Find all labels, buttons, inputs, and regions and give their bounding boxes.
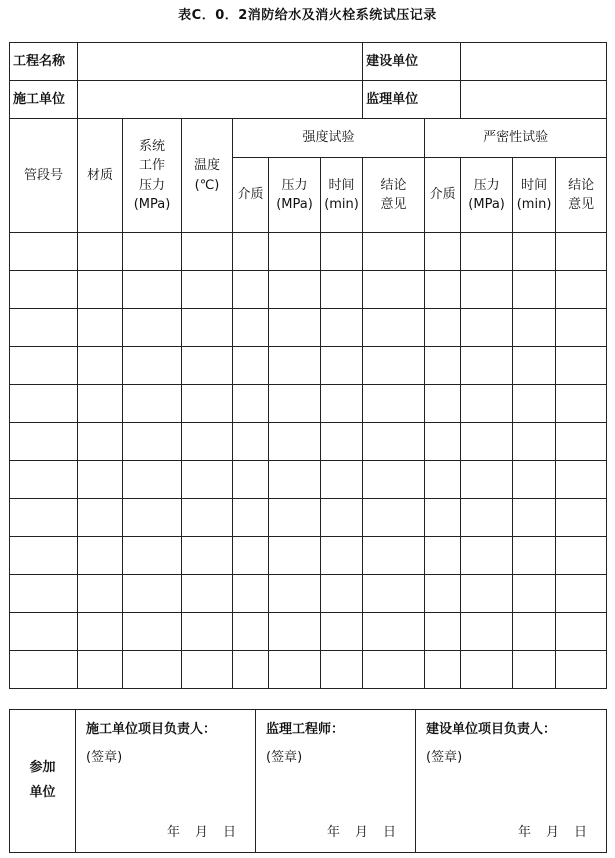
table-cell[interactable]	[123, 613, 182, 651]
table-cell[interactable]	[425, 499, 461, 537]
table-cell[interactable]	[233, 347, 269, 385]
table-cell[interactable]	[513, 309, 556, 347]
table-cell[interactable]	[556, 271, 607, 309]
table-row	[10, 347, 607, 385]
pressure-test-table	[9, 42, 607, 689]
table-cell[interactable]	[425, 651, 461, 689]
table-cell[interactable]	[123, 461, 182, 499]
table-cell[interactable]	[233, 499, 269, 537]
table-cell[interactable]	[182, 347, 233, 385]
table-cell[interactable]	[182, 575, 233, 613]
table-cell[interactable]	[363, 613, 425, 651]
table-cell[interactable]	[10, 537, 78, 575]
table-cell[interactable]	[10, 575, 78, 613]
table-cell[interactable]	[269, 309, 321, 347]
table-row	[10, 423, 607, 461]
builder-sign-cell[interactable]	[416, 710, 607, 853]
table-row	[10, 499, 607, 537]
table-cell[interactable]	[269, 651, 321, 689]
table-cell[interactable]	[269, 461, 321, 499]
table-cell[interactable]	[321, 499, 363, 537]
working-pressure-header: 系统 工作 压力 (MPa)	[123, 119, 182, 233]
table-cell[interactable]	[78, 461, 123, 499]
table-cell[interactable]	[269, 575, 321, 613]
table-cell[interactable]	[10, 233, 78, 271]
date-label: 年 月 日	[326, 825, 397, 840]
table-row	[10, 271, 607, 309]
table-cell[interactable]	[556, 423, 607, 461]
table-cell[interactable]	[513, 271, 556, 309]
table-cell[interactable]	[513, 461, 556, 499]
seal-label: (签章)	[266, 750, 303, 765]
table-cell[interactable]	[425, 271, 461, 309]
date-label: 年 月 日	[517, 825, 588, 840]
table-cell[interactable]	[461, 309, 513, 347]
table-cell[interactable]	[182, 613, 233, 651]
tightness-conclusion-header: 结论 意见	[556, 158, 607, 233]
table-cell[interactable]	[233, 309, 269, 347]
table-cell[interactable]	[321, 461, 363, 499]
table-cell[interactable]	[556, 575, 607, 613]
table-cell[interactable]	[321, 233, 363, 271]
table-row	[10, 613, 607, 651]
table-cell[interactable]	[123, 651, 182, 689]
table-cell[interactable]	[461, 271, 513, 309]
table-cell[interactable]	[363, 423, 425, 461]
supervision-unit-label: 监理单位	[363, 81, 461, 119]
table-cell[interactable]	[461, 613, 513, 651]
table-cell[interactable]	[123, 347, 182, 385]
table-cell[interactable]	[513, 651, 556, 689]
table-cell[interactable]	[182, 271, 233, 309]
table-cell[interactable]	[123, 499, 182, 537]
table-row	[10, 309, 607, 347]
table-cell[interactable]	[10, 385, 78, 423]
table-cell[interactable]	[363, 271, 425, 309]
project-name-field[interactable]	[78, 43, 363, 81]
table-cell[interactable]	[425, 537, 461, 575]
construction-unit-field[interactable]	[78, 81, 363, 119]
table-cell[interactable]	[556, 385, 607, 423]
pipe-section-header: 管段号	[10, 119, 78, 233]
table-cell[interactable]	[363, 233, 425, 271]
table-cell[interactable]	[269, 271, 321, 309]
strength-conclusion-header: 结论 意见	[363, 158, 425, 233]
table-cell[interactable]	[556, 613, 607, 651]
builder-unit-field[interactable]	[461, 43, 607, 81]
strength-medium-header: 介质	[233, 158, 269, 233]
info-row-2	[10, 81, 607, 119]
table-cell[interactable]	[363, 461, 425, 499]
table-cell[interactable]	[233, 461, 269, 499]
table-cell[interactable]	[556, 537, 607, 575]
strength-test-header: 强度试验	[233, 119, 425, 158]
table-cell[interactable]	[321, 575, 363, 613]
table-cell[interactable]	[269, 347, 321, 385]
table-cell[interactable]	[182, 461, 233, 499]
table-cell[interactable]	[461, 461, 513, 499]
table-cell[interactable]	[10, 423, 78, 461]
table-cell[interactable]	[425, 613, 461, 651]
table-cell[interactable]	[123, 385, 182, 423]
table-cell[interactable]	[123, 423, 182, 461]
strength-pressure-header: 压力 (MPa)	[269, 158, 321, 233]
table-cell[interactable]	[556, 233, 607, 271]
table-cell[interactable]	[78, 233, 123, 271]
table-cell[interactable]	[513, 385, 556, 423]
table-cell[interactable]	[425, 233, 461, 271]
table-cell[interactable]	[321, 309, 363, 347]
table-cell[interactable]	[10, 613, 78, 651]
table-cell[interactable]	[10, 271, 78, 309]
table-cell[interactable]	[513, 423, 556, 461]
table-cell[interactable]	[321, 423, 363, 461]
table-cell[interactable]	[269, 499, 321, 537]
data-rows	[10, 233, 607, 689]
table-row	[10, 461, 607, 499]
table-cell[interactable]	[321, 385, 363, 423]
table-cell[interactable]	[182, 233, 233, 271]
date-label: 年 月 日	[166, 825, 237, 840]
table-cell[interactable]	[513, 575, 556, 613]
table-cell[interactable]	[363, 309, 425, 347]
table-cell[interactable]	[363, 651, 425, 689]
table-cell[interactable]	[269, 537, 321, 575]
table-cell[interactable]	[123, 575, 182, 613]
supervision-sign-cell[interactable]	[256, 710, 416, 853]
table-cell[interactable]	[556, 461, 607, 499]
table-cell[interactable]	[123, 537, 182, 575]
tightness-test-header: 严密性试验	[425, 119, 607, 158]
table-cell[interactable]	[363, 575, 425, 613]
table-cell[interactable]	[321, 271, 363, 309]
table-cell[interactable]	[78, 537, 123, 575]
table-cell[interactable]	[10, 651, 78, 689]
supervision-unit-field[interactable]	[461, 81, 607, 119]
header-row-1	[10, 119, 607, 158]
table-cell[interactable]	[461, 233, 513, 271]
table-cell[interactable]	[10, 309, 78, 347]
table-cell[interactable]	[78, 423, 123, 461]
table-cell[interactable]	[513, 347, 556, 385]
table-cell[interactable]	[10, 461, 78, 499]
table-cell[interactable]	[182, 423, 233, 461]
page-title: 表C．0．2消防给水及消火栓系统试压记录	[178, 8, 437, 23]
supervision-engineer-label: 监理工程师：	[266, 722, 345, 737]
table-cell[interactable]	[233, 233, 269, 271]
table-cell[interactable]	[78, 613, 123, 651]
participating-units-label: 参加 单位	[10, 710, 76, 853]
table-row	[10, 575, 607, 613]
tightness-medium-header: 介质	[425, 158, 461, 233]
table-cell[interactable]	[321, 537, 363, 575]
table-cell[interactable]	[363, 385, 425, 423]
table-cell[interactable]	[233, 423, 269, 461]
tightness-time-header: 时间 (min)	[513, 158, 556, 233]
table-cell[interactable]	[461, 499, 513, 537]
table-cell[interactable]	[461, 347, 513, 385]
table-cell[interactable]	[556, 309, 607, 347]
table-cell[interactable]	[461, 423, 513, 461]
table-row	[10, 537, 607, 575]
builder-unit-label: 建设单位	[363, 43, 461, 81]
seal-label: (签章)	[86, 750, 123, 765]
table-cell[interactable]	[182, 499, 233, 537]
table-cell[interactable]	[269, 385, 321, 423]
info-row-1	[10, 43, 607, 81]
table-cell[interactable]	[233, 613, 269, 651]
construction-sign-cell[interactable]	[76, 710, 256, 853]
table-cell[interactable]	[556, 651, 607, 689]
table-cell[interactable]	[269, 423, 321, 461]
table-row	[10, 233, 607, 271]
table-cell[interactable]	[78, 309, 123, 347]
table-cell[interactable]	[321, 651, 363, 689]
table-cell[interactable]	[363, 499, 425, 537]
table-cell[interactable]	[321, 613, 363, 651]
table-cell[interactable]	[321, 347, 363, 385]
table-cell[interactable]	[233, 575, 269, 613]
table-cell[interactable]	[78, 499, 123, 537]
table-cell[interactable]	[425, 309, 461, 347]
table-cell[interactable]	[78, 651, 123, 689]
table-cell[interactable]	[182, 385, 233, 423]
table-cell[interactable]	[123, 233, 182, 271]
table-cell[interactable]	[513, 537, 556, 575]
table-row	[10, 651, 607, 689]
table-row	[10, 385, 607, 423]
table-cell[interactable]	[556, 347, 607, 385]
table-cell[interactable]	[233, 651, 269, 689]
table-cell[interactable]	[425, 347, 461, 385]
table-cell[interactable]	[10, 499, 78, 537]
table-cell[interactable]	[78, 347, 123, 385]
table-cell[interactable]	[461, 575, 513, 613]
table-cell[interactable]	[363, 537, 425, 575]
table-cell[interactable]	[78, 385, 123, 423]
table-cell[interactable]	[123, 271, 182, 309]
table-cell[interactable]	[513, 499, 556, 537]
table-cell[interactable]	[425, 461, 461, 499]
construction-unit-label: 施工单位	[10, 81, 78, 119]
table-cell[interactable]	[425, 423, 461, 461]
temperature-header: 温度 (℃)	[182, 119, 233, 233]
seal-label: (签章)	[426, 750, 463, 765]
table-cell[interactable]	[425, 575, 461, 613]
table-cell[interactable]	[461, 537, 513, 575]
table-cell[interactable]	[461, 651, 513, 689]
table-cell[interactable]	[513, 613, 556, 651]
table-cell[interactable]	[425, 385, 461, 423]
table-cell[interactable]	[233, 385, 269, 423]
table-cell[interactable]	[556, 499, 607, 537]
table-cell[interactable]	[78, 575, 123, 613]
signature-table	[9, 709, 607, 853]
table-cell[interactable]	[233, 537, 269, 575]
table-cell[interactable]	[78, 271, 123, 309]
table-cell[interactable]	[269, 233, 321, 271]
table-cell[interactable]	[461, 385, 513, 423]
table-cell[interactable]	[10, 347, 78, 385]
strength-time-header: 时间 (min)	[321, 158, 363, 233]
table-cell[interactable]	[182, 537, 233, 575]
table-cell[interactable]	[269, 613, 321, 651]
table-cell[interactable]	[123, 309, 182, 347]
material-header: 材质	[78, 119, 123, 233]
table-cell[interactable]	[182, 309, 233, 347]
table-cell[interactable]	[182, 651, 233, 689]
tightness-pressure-header: 压力 (MPa)	[461, 158, 513, 233]
table-cell[interactable]	[513, 233, 556, 271]
project-name-label: 工程名称	[10, 43, 78, 81]
builder-manager-label: 建设单位项目负责人：	[426, 722, 557, 737]
table-cell[interactable]	[233, 271, 269, 309]
table-cell[interactable]	[363, 347, 425, 385]
construction-manager-label: 施工单位项目负责人：	[86, 722, 217, 737]
